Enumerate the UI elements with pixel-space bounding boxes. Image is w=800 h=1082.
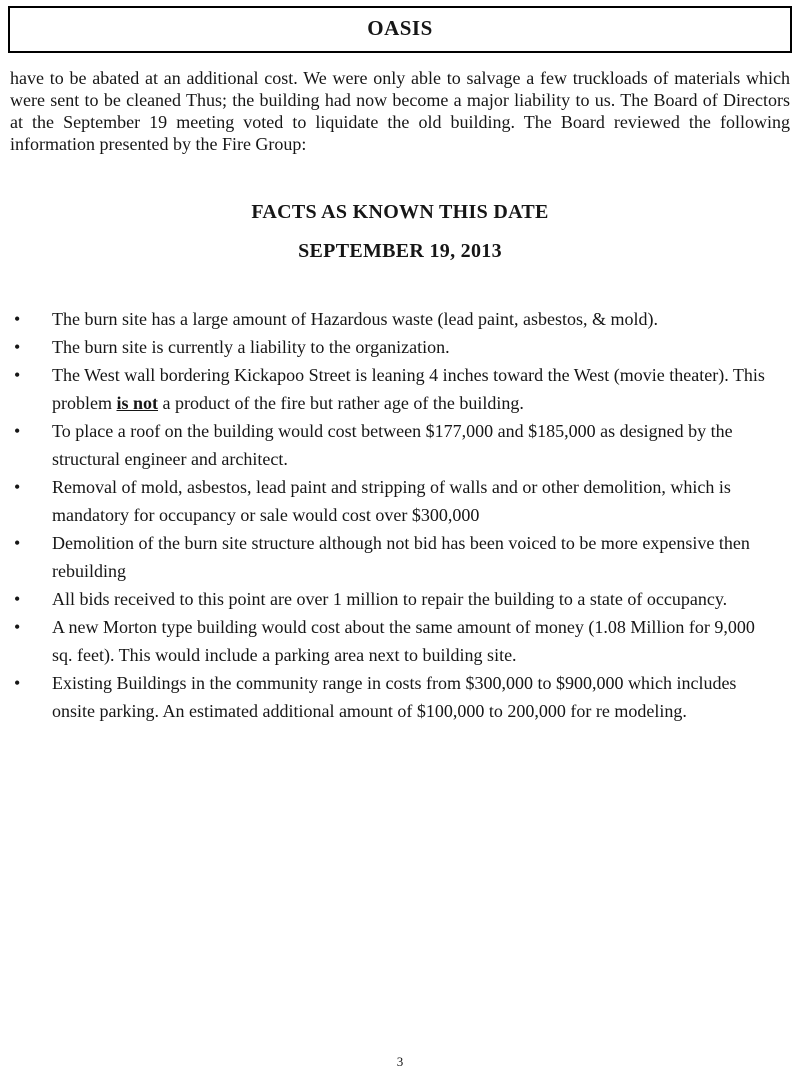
fact-text: The burn site has a large amount of Hazardous waste (lead paint, asbestos, & mold).	[52, 309, 658, 329]
intro-paragraph: have to be abated at an additional cost. We were only able to salvage a few truckloads of materials which were sent to be cleaned Thus; the building had now become a major liability to us. The Board of Directors at the September 19 meeting voted to liquidate the old building. The Board reviewed the following information presented by the Fire Group:	[10, 68, 790, 154]
fact-item-1	[0, 305, 782, 333]
fact-emphasis: is not	[116, 393, 159, 413]
fact-text: a product of the fire but rather age of the building.	[158, 393, 524, 413]
fact-item-8	[0, 613, 782, 669]
fact-text: To place a roof on the building would cost between $177,000 and $185,000 as designed by the structural engineer and architect.	[52, 421, 733, 469]
document-page	[0, 6, 800, 1082]
fact-item-4	[0, 417, 782, 473]
fact-text: Existing Buildings in the community range in costs from $300,000 to $900,000 which includes onsite parking. An estimated additional amount of $100,000 to 200,000 for re modeling.	[52, 673, 737, 721]
fact-text: Demolition of the burn site structure although not bid has been voiced to be more expensive then rebuilding	[52, 533, 750, 581]
page-title: OASIS	[367, 16, 433, 40]
facts-list	[0, 305, 782, 725]
fact-item-9	[0, 669, 782, 725]
page-number: 3	[396, 1054, 404, 1069]
fact-text: A new Morton type building would cost about the same amount of money (1.08 Million for 9,000 sq. feet). This would include a parking area next to building site.	[52, 617, 755, 665]
fact-text: The burn site is currently a liability to the organization.	[52, 337, 450, 357]
fact-item-5	[0, 473, 782, 529]
fact-text: All bids received to this point are over 1 million to repair the building to a state of occupancy.	[52, 589, 728, 609]
facts-date-heading: SEPTEMBER 19, 2013	[298, 240, 502, 262]
fact-item-2	[0, 333, 782, 361]
facts-heading: FACTS AS KNOWN THIS DATE	[251, 201, 549, 223]
header-box	[8, 6, 792, 53]
fact-item-7	[0, 585, 782, 613]
fact-item-6	[0, 529, 782, 585]
fact-item-3	[0, 361, 782, 417]
fact-text: Removal of mold, asbestos, lead paint and stripping of walls and or other demolition, which is mandatory for occupancy or sale would cost over $300,000	[52, 477, 731, 525]
fact-text: The West wall bordering Kickapoo Street is leaning 4 inches toward the West (movie theater). This problem	[52, 365, 765, 413]
